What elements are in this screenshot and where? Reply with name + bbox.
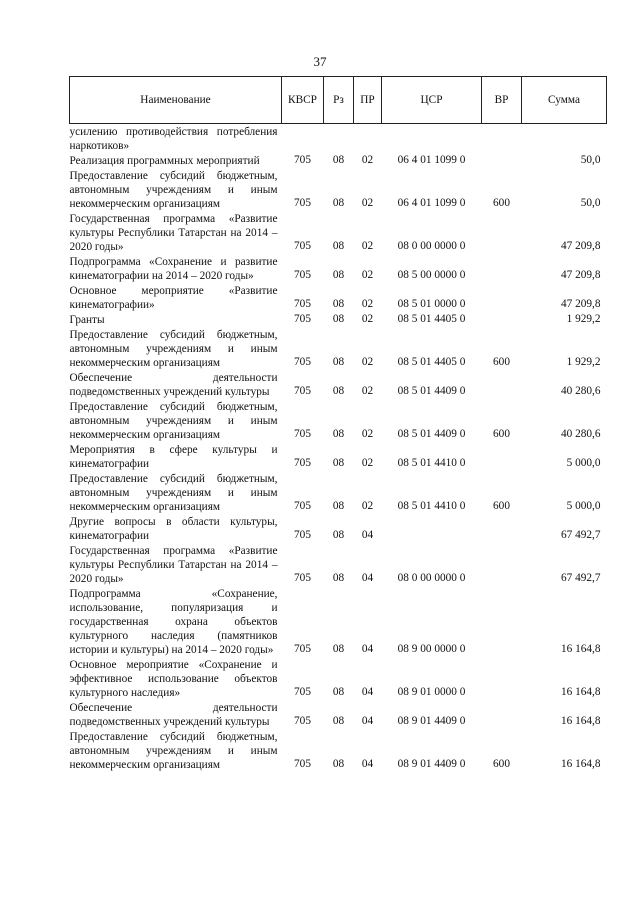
cell-vr: [482, 370, 522, 399]
cell-sum: 16 164,8: [560, 643, 601, 655]
cell-kvsr: 705: [294, 298, 311, 310]
cell-vr: 600: [493, 500, 510, 512]
cell-pr: [354, 124, 382, 154]
table-row: [70, 283, 607, 312]
cell-sum: 50,0: [580, 154, 601, 166]
cell-name: Предоставление субсидий бюджетным, автономным учреждениям и иным некоммерческим организациям: [69, 473, 278, 513]
cell-pr: 04: [361, 686, 374, 698]
cell-vr: [482, 442, 522, 471]
cell-rz: 08: [332, 572, 345, 584]
cell-vr: [482, 153, 522, 168]
header-pr: ПР: [354, 77, 382, 124]
cell-sum: 40 280,6: [560, 385, 601, 397]
cell-rz: 08: [332, 298, 345, 310]
table-row: [70, 729, 607, 772]
table-row: [70, 327, 607, 370]
cell-name: Реализация программных мероприятий: [69, 155, 260, 167]
header-kvsr: КВСР: [282, 77, 324, 124]
budget-table: [69, 76, 607, 772]
cell-kvsr: 705: [294, 154, 311, 166]
cell-csr: 08 5 01 4405 0: [397, 313, 466, 325]
cell-rz: 08: [332, 643, 345, 655]
cell-pr: 02: [361, 356, 374, 368]
header-vr: ВР: [482, 77, 522, 124]
cell-csr: 08 9 00 0000 0: [397, 643, 466, 655]
cell-vr: [482, 254, 522, 283]
cell-csr: 08 0 00 0000 0: [397, 240, 466, 252]
cell-sum: 47 209,8: [560, 269, 601, 281]
cell-name: Другие вопросы в области культуры, кинематографии: [69, 516, 278, 542]
cell-pr: 04: [361, 572, 374, 584]
cell-csr: 06 4 01 1099 0: [397, 154, 466, 166]
cell-csr: 08 5 01 4409 0: [397, 428, 466, 440]
cell-sum: 67 492,7: [560, 529, 601, 541]
cell-kvsr: 705: [294, 197, 311, 209]
cell-rz: [324, 124, 354, 154]
cell-kvsr: 705: [294, 269, 311, 281]
cell-kvsr: 705: [294, 500, 311, 512]
cell-pr: 02: [361, 457, 374, 469]
cell-csr: 08 5 01 4405 0: [397, 356, 466, 368]
cell-kvsr: 705: [294, 356, 311, 368]
cell-rz: 08: [332, 240, 345, 252]
table-row: [70, 124, 607, 154]
cell-name: Мероприятия в сфере культуры и кинематографии: [69, 444, 278, 470]
table-row: [70, 254, 607, 283]
header-sum: Сумма: [522, 77, 607, 124]
header-csr: ЦСР: [382, 77, 482, 124]
cell-rz: 08: [332, 500, 345, 512]
cell-kvsr: 705: [294, 715, 311, 727]
cell-rz: 08: [332, 197, 345, 209]
table-row: [70, 700, 607, 729]
cell-csr: 08 5 01 4409 0: [397, 385, 466, 397]
cell-sum: 5 000,0: [566, 500, 601, 512]
cell-csr: 08 9 01 0000 0: [397, 686, 466, 698]
cell-name: Предоставление субсидий бюджетным, автономным учреждениям и иным некоммерческим организациям: [69, 731, 278, 771]
cell-name: Основное мероприятие «Сохранение и эффективное использование объектов культурного наследия»: [69, 659, 278, 699]
cell-pr: 04: [361, 643, 374, 655]
cell-csr: [382, 124, 482, 154]
cell-vr: 600: [493, 356, 510, 368]
cell-kvsr: 705: [294, 428, 311, 440]
table-row: [70, 471, 607, 514]
table-row: [70, 168, 607, 211]
cell-sum: 50,0: [580, 197, 601, 209]
cell-rz: 08: [332, 428, 345, 440]
header-rz: Рз: [324, 77, 354, 124]
cell-name: Предоставление субсидий бюджетным, автономным учреждениям и иным некоммерческим организациям: [69, 401, 278, 441]
cell-vr: [482, 514, 522, 543]
cell-vr: [482, 211, 522, 254]
cell-name: Обеспечение деятельности подведомственных учреждений культуры: [69, 702, 278, 728]
table-row: [70, 399, 607, 442]
table-row: [70, 586, 607, 657]
cell-sum: 1 929,2: [566, 313, 601, 325]
cell-name: Предоставление субсидий бюджетным, автономным учреждениям и иным некоммерческим организациям: [69, 170, 278, 210]
cell-sum: 47 209,8: [560, 240, 601, 252]
cell-kvsr: 705: [294, 758, 311, 770]
cell-csr: 08 0 00 0000 0: [397, 572, 466, 584]
cell-name: Предоставление субсидий бюджетным, автономным учреждениям и иным некоммерческим организациям: [69, 329, 278, 369]
cell-csr: 08 9 01 4409 0: [397, 758, 466, 770]
cell-rz: 08: [332, 385, 345, 397]
table-row: [70, 514, 607, 543]
cell-name: Государственная программа «Развитие культуры Республики Татарстан на 2014 – 2020 годы»: [69, 213, 278, 253]
cell-pr: 02: [361, 385, 374, 397]
table-body: [70, 124, 607, 773]
cell-sum: 16 164,8: [560, 758, 601, 770]
cell-sum: 67 492,7: [560, 572, 601, 584]
cell-pr: 04: [361, 715, 374, 727]
cell-kvsr: 705: [294, 240, 311, 252]
cell-vr: 600: [493, 197, 510, 209]
cell-csr: [382, 514, 482, 543]
cell-sum: 16 164,8: [560, 686, 601, 698]
cell-name: Гранты: [69, 314, 105, 326]
cell-rz: 08: [332, 686, 345, 698]
cell-vr: [482, 586, 522, 657]
cell-pr: 02: [361, 313, 374, 325]
cell-pr: 02: [361, 240, 374, 252]
cell-csr: 06 4 01 1099 0: [397, 197, 466, 209]
cell-sum: 40 280,6: [560, 428, 601, 440]
cell-pr: 04: [361, 758, 374, 770]
cell-name: Подпрограмма «Сохранение, использование, популяризация и государственная охрана объектов культурного наследия (памятников истории и культуры) на 2014 – 2020 годы»: [69, 588, 278, 656]
cell-sum: [522, 124, 607, 154]
cell-name: Государственная программа «Развитие культуры Республики Татарстан на 2014 – 2020 годы»: [69, 545, 278, 585]
cell-vr: [482, 312, 522, 327]
cell-rz: 08: [332, 313, 345, 325]
page-number: 37: [313, 54, 327, 69]
cell-vr: [482, 543, 522, 586]
cell-vr: 600: [493, 428, 510, 440]
cell-vr: 600: [493, 758, 510, 770]
cell-rz: 08: [332, 154, 345, 166]
table-row: [70, 543, 607, 586]
cell-csr: 08 5 01 4410 0: [397, 500, 466, 512]
table-row: [70, 211, 607, 254]
cell-vr: [482, 657, 522, 700]
cell-vr: [482, 700, 522, 729]
table-row: [70, 312, 607, 327]
table-header: [70, 77, 607, 124]
cell-vr: [482, 283, 522, 312]
table-row: [70, 370, 607, 399]
cell-rz: 08: [332, 758, 345, 770]
cell-csr: 08 9 01 4409 0: [397, 715, 466, 727]
cell-kvsr: [282, 124, 324, 154]
cell-sum: 5 000,0: [566, 457, 601, 469]
cell-pr: 02: [361, 500, 374, 512]
cell-name: Подпрограмма «Сохранение и развитие кинематографии на 2014 – 2020 годы»: [69, 256, 278, 282]
table-row: [70, 153, 607, 168]
cell-csr: 08 5 00 0000 0: [397, 269, 466, 281]
cell-pr: 02: [361, 298, 374, 310]
header-name: Наименование: [70, 77, 282, 124]
cell-name: усилению противодействия потребления наркотиков»: [69, 126, 278, 152]
cell-pr: 04: [361, 529, 374, 541]
cell-csr: 08 5 01 4410 0: [397, 457, 466, 469]
cell-rz: 08: [332, 457, 345, 469]
table-row: [70, 442, 607, 471]
cell-rz: 08: [332, 356, 345, 368]
cell-kvsr: 705: [294, 457, 311, 469]
cell-sum: 1 929,2: [566, 356, 601, 368]
cell-rz: 08: [332, 269, 345, 281]
cell-rz: 08: [332, 715, 345, 727]
cell-name: Основное мероприятие «Развитие кинематографии»: [69, 285, 278, 311]
cell-name: Обеспечение деятельности подведомственных учреждений культуры: [69, 372, 278, 398]
cell-sum: 16 164,8: [560, 715, 601, 727]
cell-kvsr: 705: [294, 313, 311, 325]
cell-pr: 02: [361, 197, 374, 209]
cell-sum: 47 209,8: [560, 298, 601, 310]
cell-pr: 02: [361, 154, 374, 166]
cell-kvsr: 705: [294, 385, 311, 397]
cell-kvsr: 705: [294, 529, 311, 541]
cell-csr: 08 5 01 0000 0: [397, 298, 466, 310]
cell-kvsr: 705: [294, 643, 311, 655]
table-row: [70, 657, 607, 700]
cell-pr: 02: [361, 269, 374, 281]
cell-pr: 02: [361, 428, 374, 440]
cell-kvsr: 705: [294, 572, 311, 584]
cell-kvsr: 705: [294, 686, 311, 698]
cell-vr: [482, 124, 522, 154]
cell-rz: 08: [332, 529, 345, 541]
